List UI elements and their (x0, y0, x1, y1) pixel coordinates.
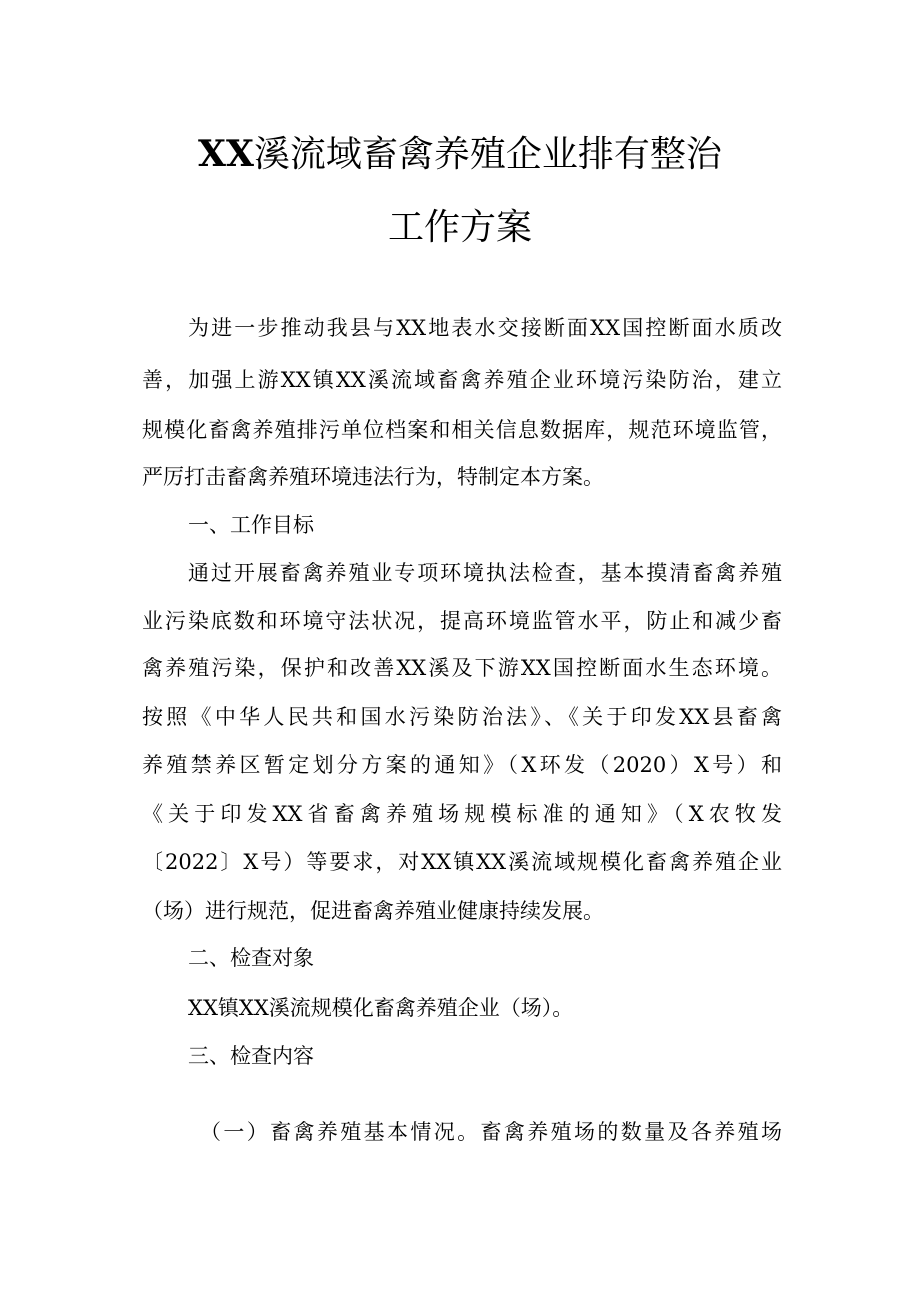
section-2-heading: 二、检查对象 (188, 946, 314, 970)
section-1-line-3: 禽养殖污染，保护和改善XX溪及下游XX国控断面水生态环境。 (142, 656, 782, 680)
section-1-line-6: 《关于印发XX省畜禽养殖场规模标准的通知》（X农牧发 (142, 802, 782, 826)
document-title-line-1 (0, 132, 920, 177)
section-1-line-8: （场）进行规范，促进畜禽养殖业健康持续发展。 (142, 899, 604, 923)
title-xx-prefix: XX (198, 133, 254, 175)
section-1-line-5: 养殖禁养区暂定划分方案的通知》（X环发（2020）X号）和 (142, 753, 782, 777)
section-2-text: XX镇XX溪流规模化畜禽养殖企业（场）。 (188, 996, 574, 1020)
section-3-item-1-line-1: （一）畜禽养殖基本情况。畜禽养殖场的数量及各养殖场 (200, 1120, 782, 1144)
intro-line-1: 为进一步推动我县与XX地表水交接断面XX国控断面水质改 (188, 316, 782, 340)
intro-line-2: 善，加强上游XX镇XX溪流域畜禽养殖企业环境污染防治，建立 (142, 368, 782, 392)
intro-line-4: 严厉打击畜禽养殖环境违法行为，特制定本方案。 (142, 465, 604, 489)
document-title-line-2: 工作方案 (387, 207, 532, 248)
section-3-heading: 三、检查内容 (188, 1044, 314, 1068)
intro-line-3: 规模化畜禽养殖排污单位档案和相关信息数据库，规范环境监管， (142, 418, 782, 442)
section-1-line-4: 按照《中华人民共和国水污染防治法》、《关于印发XX县畜禽 (142, 705, 782, 729)
section-1-line-7: 〔2022〕X号）等要求，对XX镇XX溪流域规模化畜禽养殖企业 (142, 850, 782, 874)
title-line-1-text: 溪流域畜禽养殖企业排有整治 (253, 134, 722, 175)
section-1-line-2: 业污染底数和环境守法状况，提高环境监管水平，防止和减少畜 (142, 609, 782, 633)
section-1-line-1: 通过开展畜禽养殖业专项环境执法检查，基本摸清畜禽养殖 (188, 561, 782, 585)
section-1-heading: 一、工作目标 (188, 513, 314, 537)
